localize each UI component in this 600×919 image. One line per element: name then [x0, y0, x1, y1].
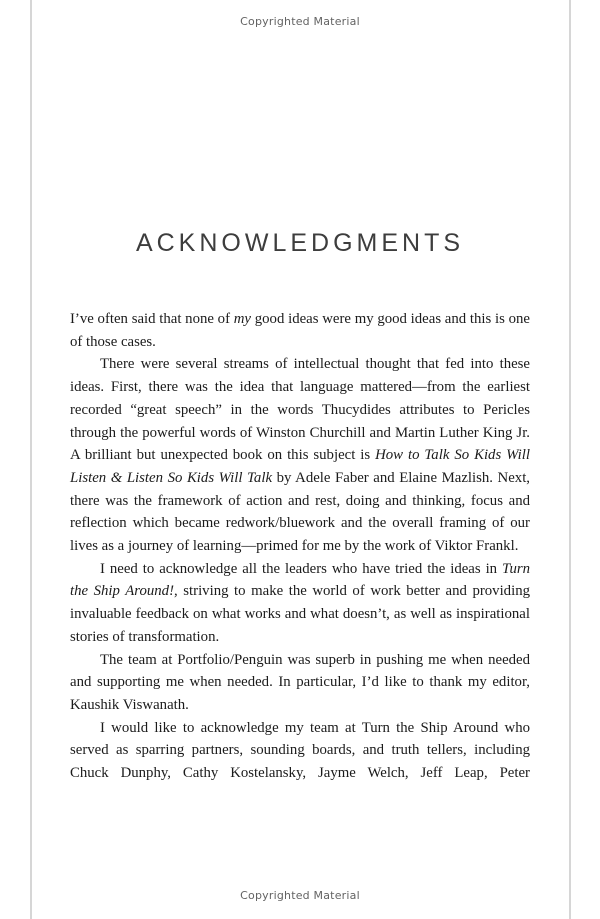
italic-text-run: How to Talk So Kids Will Listen & Listen So Kids Will Talk: [70, 447, 531, 486]
italic-text-run: Turn the Ship Around!: [70, 560, 530, 600]
paragraph: [70, 558, 530, 649]
body-text: [70, 308, 530, 785]
paragraph: [70, 353, 530, 557]
copyright-notice-top: Copyrighted Material: [240, 15, 360, 28]
text-run: , striving to make the world of work better and providing invaluable feedback on what works and what doesn’t, as well as inspirational stories of transformation.: [70, 583, 530, 645]
chapter-title: ACKNOWLEDGMENTS: [135, 229, 465, 257]
italic-text-run: my: [233, 311, 252, 327]
copyright-notice-bottom: Copyrighted Material: [240, 889, 360, 902]
text-run: good ideas were my good ideas and this is one of those cases.: [70, 311, 530, 350]
text-run: I need to acknowledge all the leaders who have tried the ideas in: [100, 560, 503, 577]
page-edge-right: [569, 0, 571, 919]
text-run: There were several streams of intellectual thought that fed into these ideas. First, there was the idea that language mattered—from the earliest recorded “great speech” in the words Thucydides attributes to Pericles through the powerful words of Winston Churchill and Martin Luther King Jr. A brilliant but unexpected book on this subject is: [70, 356, 530, 464]
page-edge-left: [30, 0, 32, 919]
paragraph: [70, 308, 530, 353]
paragraph: [70, 649, 530, 717]
paragraph: [70, 717, 530, 785]
text-run: by Adele Faber and Elaine Mazlish. Next, there was the framework of action and rest, doing and thinking, focus and reflection which became redwork/bluework and the overall framing of our lives as a journey of learning—primed for me by the work of Viktor Frankl.: [70, 469, 531, 555]
text-run: The team at Portfolio/Penguin was superb in pushing me when needed and supporting me when needed. In particular, I’d like to thank my editor, Kaushik Viswanath.: [70, 651, 530, 713]
text-run: I’ve often said that none of: [70, 311, 234, 327]
text-run: I would like to acknowledge my team at Turn the Ship Around who served as sparring partners, sounding boards, and truth tellers, including Chuck Dunphy, Cathy Kostelansky, Jayme Welch, Jeff Leap, Peter: [70, 719, 530, 782]
